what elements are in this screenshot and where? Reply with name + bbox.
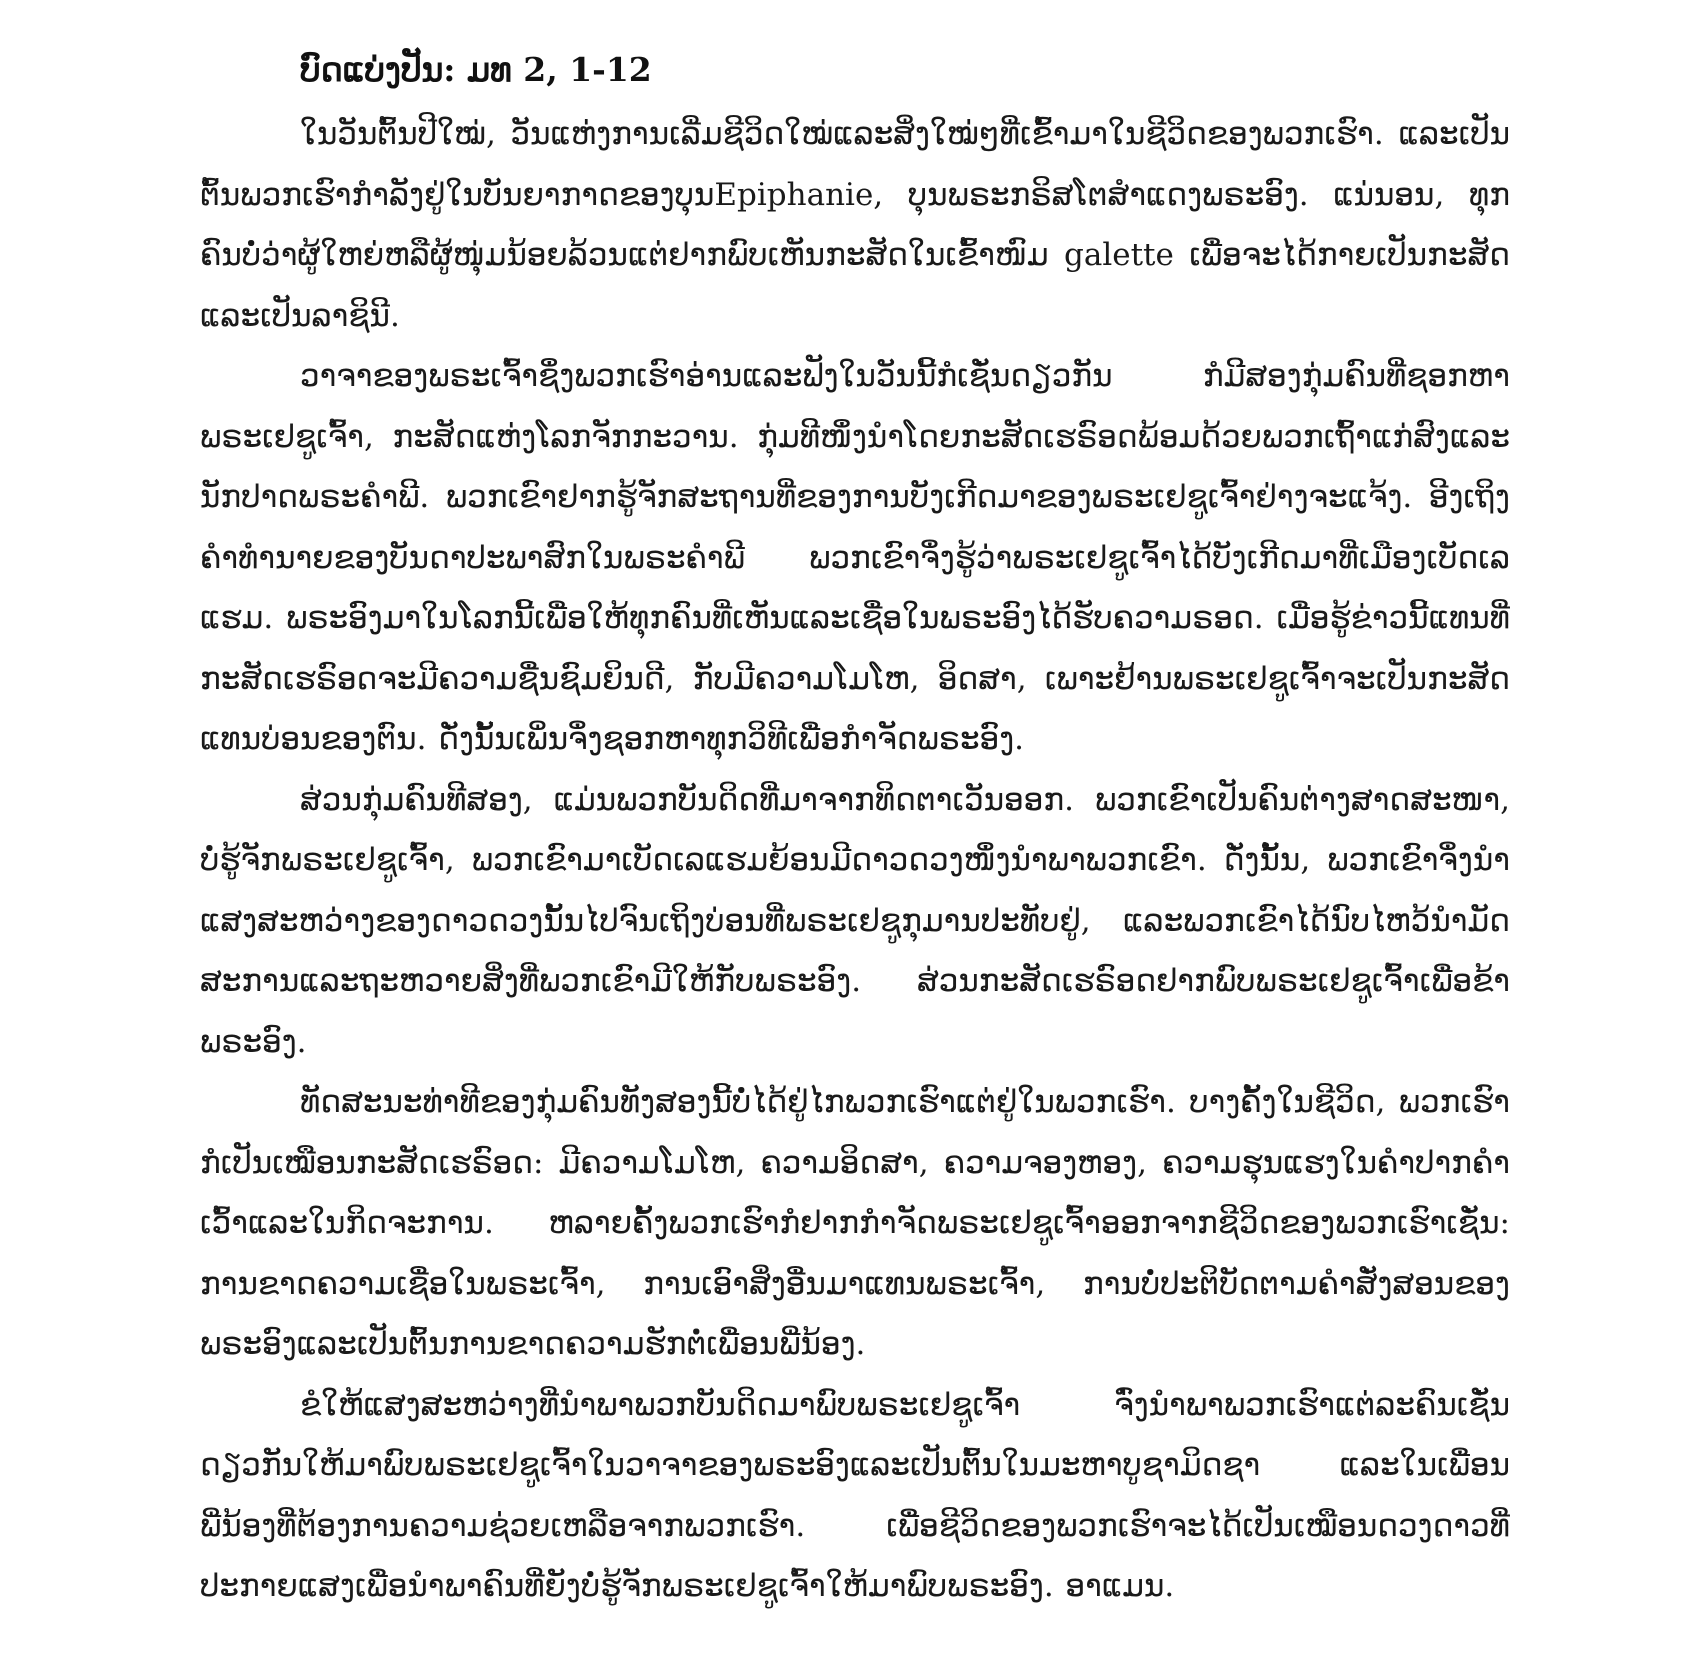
paragraph-4: ທັດສະນະທ່າທີຂອງກຸ່ມຄົນທັງສອງນີ້ບໍ່ໄດ້ຢູ່ໄກພວກເຮົາແຕ່ຢູ່ໃນພວກເຮົາ. ບາງຄັ້ງໃນຊີວິດ, ພວກເຮົາກໍເປັນເໝືອນກະສັດເຮຣົອດ: ມີຄວາມໂມໂຫ, ຄວາມອິດສາ, ຄວາມຈອງຫອງ, ຄວາມຮຸນແຮງໃນຄຳປາກຄຳເວົ້າແລະໃນກິດຈະການ. ຫລາຍຄັ້ງພວກເຮົາກໍຢາກກຳຈັດພຣະເຢຊູເຈົ້າອອກຈາກຊີວິດຂອງພວກເຮົາເຊັ່ນ: ການຂາດຄວາມເຊື່ອໃນພຣະເຈົ້າ, ການເອົາສິ່ງອື່ນມາແທນພຣະເຈົ້າ, ການບໍ່ປະຕິບັດຕາມຄຳສັ່ງສອນຂອງພຣະອົງແລະເປັນຕົ້ນການຂາດຄວາມຮັກຕໍ່ເພື່ອນພີ່ນ້ອງ.: [200, 1084, 1510, 1362]
paragraph-1: ໃນວັນຕົ້ນປີໃໝ່, ວັນແຫ່ງການເລີ່ມຊີວິດໃໝ່ແລະສິ່ງໃໝ່ໆທີ່ເຂົ້າມາໃນຊີວິດຂອງພວກເຮົາ. ແລະເປັນຕົ້ນພວກເຮົາກຳລັງຢູ່ໃນບັນຍາກາດຂອງບຸນEpiphanie, ບຸນພຣະກຣິສໂຕສຳແດງພຣະອົງ. ແນ່ນອນ, ທຸກຄົນບໍ່ວ່າຜູ້ໃຫຍ່ຫລືຜູ້ໜຸ່ມນ້ອຍລ້ວນແຕ່ຢາກພົບເຫັນກະສັດໃນເຂົ້າໜົມ galette ເພື່ອຈະໄດ້ກາຍເປັນກະສັດແລະເປັນລາຊິນີ.: [200, 116, 1510, 334]
paragraph-3: ສ່ວນກຸ່ມຄົນທີສອງ, ແມ່ນພວກບັນດິດທີ່ມາຈາກທິດຕາເວັນອອກ. ພວກເຂົາເປັນຄົນຕ່າງສາດສະໜາ, ບໍ່ຮູ້ຈັກພຣະເຢຊູເຈົ້າ, ພວກເຂົາມາເບັດເລແຮມຍ້ອນມີດາວດວງໜຶ່ງນຳພາພວກເຂົາ. ດັ່ງນັ້ນ, ພວກເຂົາຈຶ່ງນຳແສງສະຫວ່າງຂອງດາວດວງນັ້ນໄປຈົນເຖິງບ່ອນທີ່ພຣະເຢຊູກຸມານປະທັບຢູ່, ແລະພວກເຂົາໄດ້ນົບໄຫວ້ນຳມັດສະການແລະຖະຫວາຍສິ່ງທີ່ພວກເຂົາມີໃຫ້ກັບພຣະອົງ. ສ່ວນກະສັດເຮຣົອດຢາກພົບພຣະເຢຊູເຈົ້າເພື່ອຂ້າພຣະອົງ.: [200, 781, 1510, 1060]
paragraph-5: ຂໍໃຫ້ແສງສະຫວ່າງທີ່ນຳພາພວກບັນດິດມາພົບພຣະເຢຊູເຈົ້າ ຈົ່ງນຳພາພວກເຮົາແຕ່ລະຄົນເຊັ່ນດຽວກັນໃຫ້ມາພົບພຣະເຢຊູເຈົ້າໃນວາຈາຂອງພຣະອົງແລະເປັນຕົ້ນໃນມະຫາບູຊາມິດຊາ ແລະໃນເພື່ອນພີ່ນ້ອງທີ່ຕ້ອງການຄວາມຊ່ວຍເຫລືອຈາກພວກເຮົາ. ເພື່ອຊີວິດຂອງພວກເຮົາຈະໄດ້ເປັນເໝືອນດວງດາວທີ່ປະກາຍແສງເພື່ອນຳພາຄົນທີ່ຍັງບໍ່ຮູ້ຈັກພຣະເຢຊູເຈົ້າໃຫ້ມາພົບພຣະອົງ. ອາແມນ.: [200, 1386, 1510, 1604]
document-title: ບົດແບ່ງປັນ: ມທ 2, 1-12: [300, 50, 652, 89]
document-page: [200, 40, 1510, 1617]
paragraph-2: ວາຈາຂອງພຣະເຈົ້າຊຶ່ງພວກເຮົາອ່ານແລະຟັງໃນວັນນີ້ກໍເຊັ່ນດຽວກັນ ກໍມີສອງກຸ່ມຄົນທີ່ຊອກຫາພຣະເຢຊູເຈົ້າ, ກະສັດແຫ່ງໂລກຈັກກະວານ. ກຸ່ມທີໜຶ່ງນຳໂດຍກະສັດເຮຣົອດພ້ອມດ້ວຍພວກເຖົ້າແກ່ສົງແລະນັກປາດພຣະຄຳພີ. ພວກເຂົາຢາກຮູ້ຈັກສະຖານທີ່ຂອງການບັງເກີດມາຂອງພຣະເຢຊູເຈົ້າຢ່າງຈະແຈ້ງ. ອີງເຖິງຄຳທຳນາຍຂອງບັນດາປະພາສົກໃນພຣະຄຳພີ ພວກເຂົາຈຶ່ງຮູ້ວ່າພຣະເຢຊູເຈົ້າໄດ້ບັງເກີດມາທີ່ເມືອງເບັດເລແຮມ. ພຣະອົງມາໃນໂລກນີ້ເພື່ອໃຫ້ທຸກຄົນທີ່ເຫັນແລະເຊື່ອໃນພຣະອົງໄດ້ຮັບຄວາມຣອດ. ເມື່ອຮູ້ຂ່າວນີ້ແທນທີ່ກະສັດເຮຣົອດຈະມີຄວາມຊື່ນຊົມຍິນດີ, ກັບມີຄວາມໂມໂຫ, ອິດສາ, ເພາະຢ້ານພຣະເຢຊູເຈົ້າຈະເປັນກະສັດແທນບ່ອນຂອງຕົນ. ດັ່ງນັ້ນເພິ່ນຈຶ່ງຊອກຫາທຸກວິທີເພື່ອກຳຈັດພຣະອົງ.: [200, 358, 1510, 757]
